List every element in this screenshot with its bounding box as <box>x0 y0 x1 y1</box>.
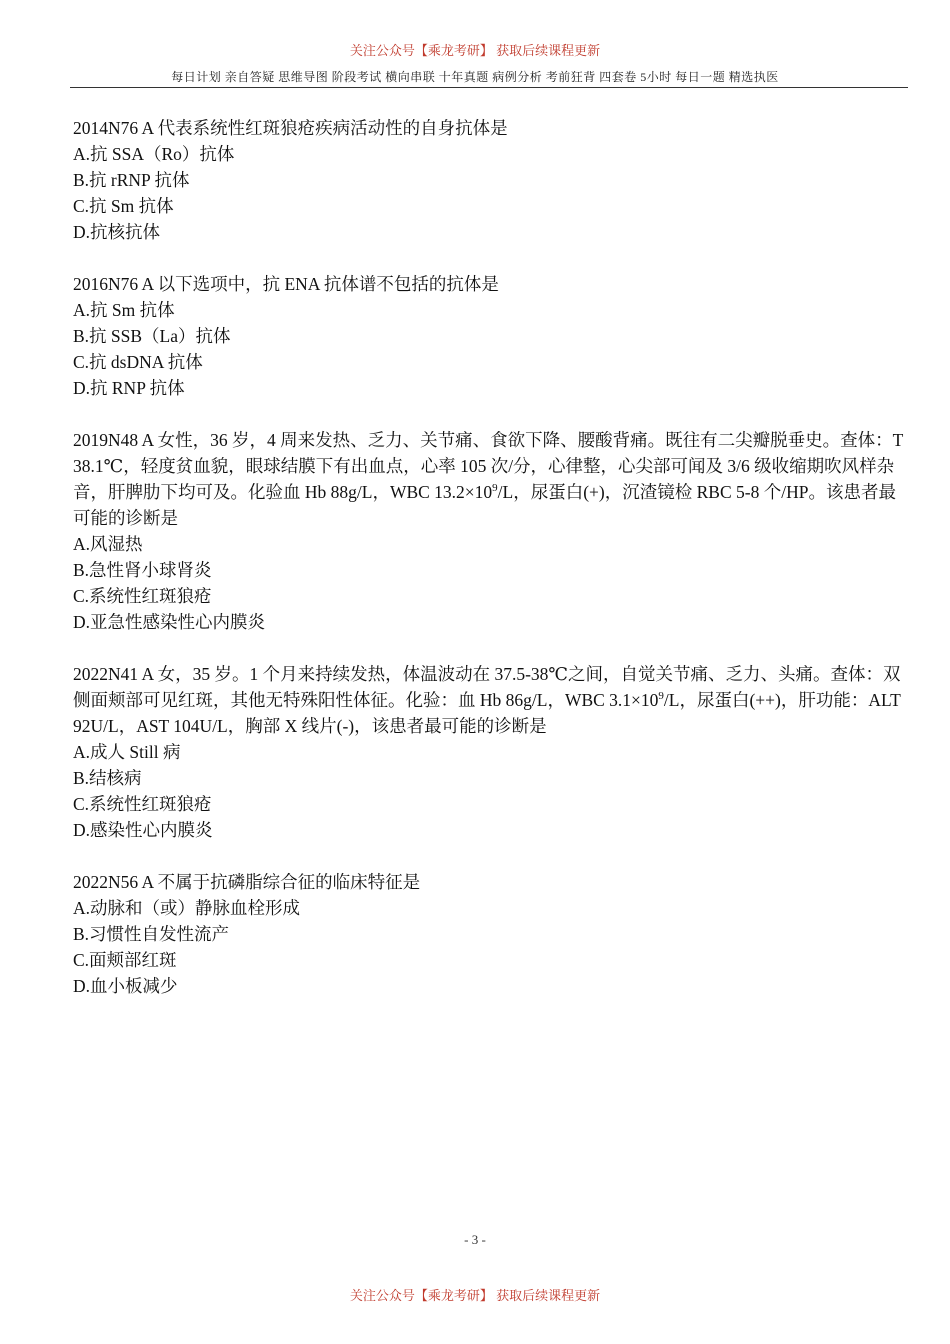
question-3 <box>73 427 903 635</box>
question-5 <box>73 869 903 999</box>
question-stem <box>73 661 903 739</box>
option-a: A.抗 Sm 抗体 <box>73 300 175 320</box>
question-stem <box>73 427 903 531</box>
option-b: B.抗 SSB（La）抗体 <box>73 326 231 346</box>
stem-text: 2022N41 A 女，35 岁。1 个月来持续发热，体温波动在 37.5-38℃之间，自觉关节痛、乏力、头痛。查体：双侧面颊部可见红斑，其他无特殊阳性体征。化验：血 Hb 86g/L，WBC 3.1×10 <box>73 664 901 710</box>
option-a: A.动脉和（或）静脉血栓形成 <box>73 898 301 918</box>
option-d: D.血小板减少 <box>73 976 178 996</box>
header-divider <box>70 87 908 88</box>
question-stem: 2016N76 A 以下选项中，抗 ENA 抗体谱不包括的抗体是 <box>73 274 499 294</box>
option-a: A.风湿热 <box>73 534 143 554</box>
question-4 <box>73 661 903 843</box>
option-c: C.面颊部红斑 <box>73 950 177 970</box>
option-b: B.急性肾小球肾炎 <box>73 560 212 580</box>
question-1 <box>73 115 903 245</box>
option-c: C.系统性红斑狼疮 <box>73 794 212 814</box>
page-number: - 3 - <box>464 1232 486 1247</box>
option-d: D.抗核抗体 <box>73 222 161 242</box>
footer-promo: 关注公众号【乘龙考研】 获取后续课程更新 <box>349 1288 601 1303</box>
header-promo: 关注公众号【乘龙考研】 获取后续课程更新 <box>349 43 601 58</box>
option-c: C.抗 Sm 抗体 <box>73 196 174 216</box>
exponent: 9 <box>658 690 664 703</box>
option-c: C.系统性红斑狼疮 <box>73 586 212 606</box>
stem-text: 2019N48 A 女性，36 岁，4 周来发热、乏力、关节痛、食欲下降、腰酸背痛。既往有二尖瓣脱垂史。查体：T 38.1℃，轻度贫血貌，眼球结膜下有出血点，心率 105 次/分，心律整，心尖部可闻及 3/6 级收缩期吹风样杂音，肝脾肋下均可及。化验血 Hb 88g/L，WBC 13.2×10 <box>73 430 903 502</box>
question-stem: 2014N76 A 代表系统性红斑狼疮疾病活动性的自身抗体是 <box>73 118 508 138</box>
option-b: B.习惯性自发性流产 <box>73 924 230 944</box>
question-2 <box>73 271 903 401</box>
option-a: A.成人 Still 病 <box>73 742 181 762</box>
question-stem: 2022N56 A 不属于抗磷脂综合征的临床特征是 <box>73 872 421 892</box>
stem-text-cont: /L，尿蛋白(++)，肝功能：ALT 92U/L，AST 104U/L，胸部 X 线片(-)，该患者最可能的诊断是 <box>73 690 901 736</box>
option-b: B.结核病 <box>73 768 142 788</box>
option-d: D.感染性心内膜炎 <box>73 820 213 840</box>
option-d: D.抗 RNP 抗体 <box>73 378 185 398</box>
header-subtitle: 每日计划 亲自答疑 思维导图 阶段考试 横向串联 十年真题 病例分析 考前狂背 四套卷 5小时 每日一题 精选执医 <box>171 70 779 84</box>
question-list <box>73 115 903 1025</box>
option-a: A.抗 SSA（Ro）抗体 <box>73 144 235 164</box>
option-d: D.亚急性感染性心内膜炎 <box>73 612 266 632</box>
exponent: 9 <box>492 482 498 495</box>
option-b: B.抗 rRNP 抗体 <box>73 170 190 190</box>
stem-text-cont: /L，尿蛋白(+)，沉渣镜检 RBC 5-8 个/HP。该患者最可能的诊断是 <box>73 482 896 528</box>
option-c: C.抗 dsDNA 抗体 <box>73 352 203 372</box>
